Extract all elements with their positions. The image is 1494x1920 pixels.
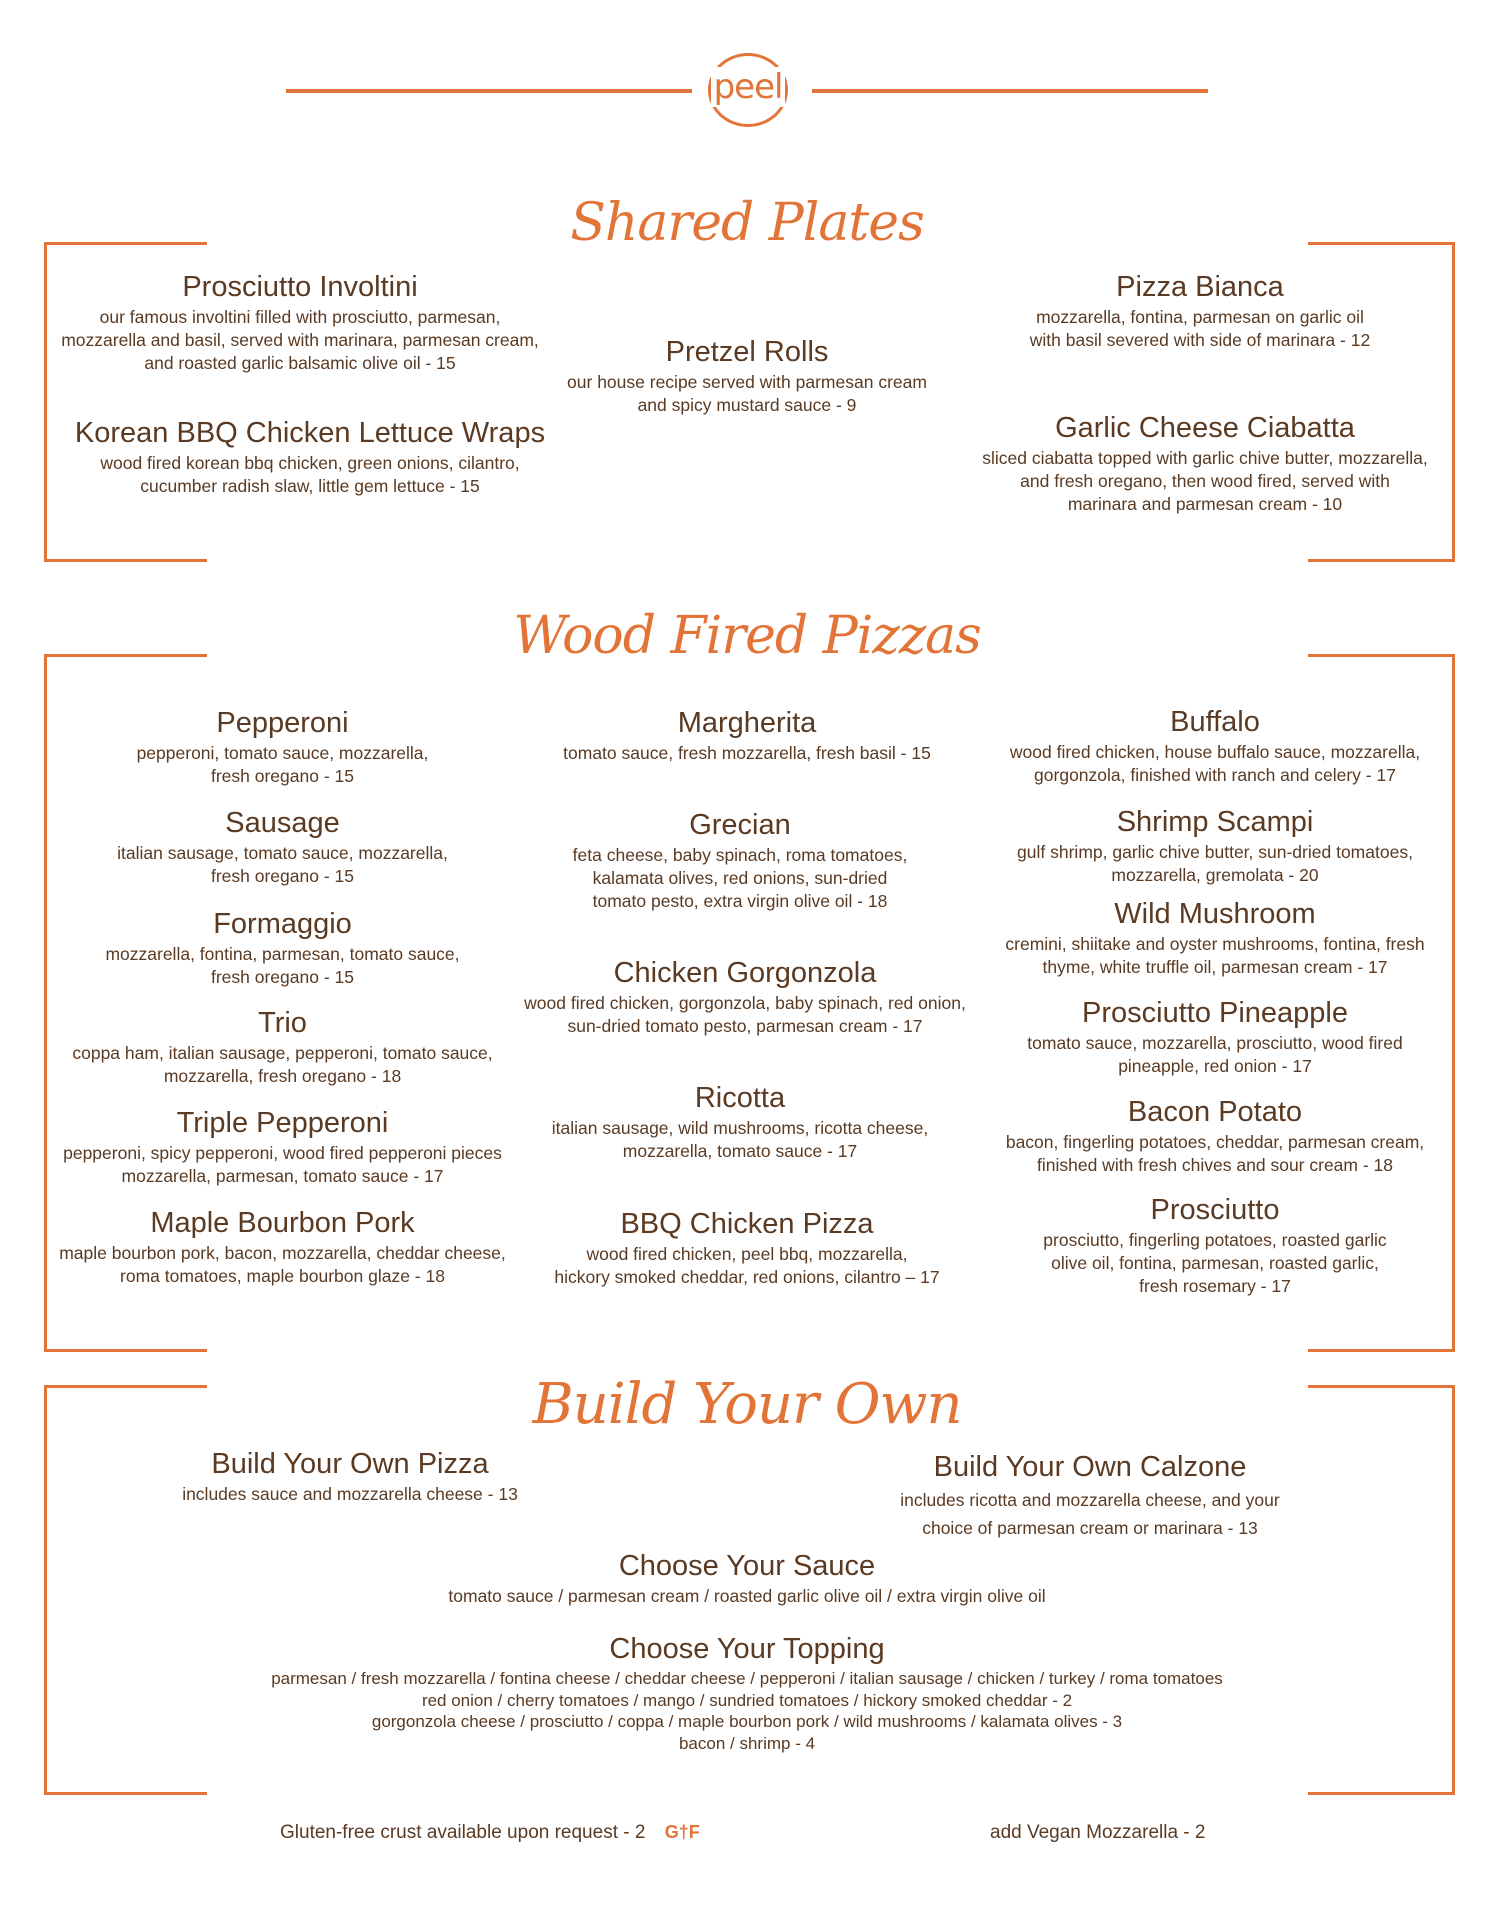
menu-item	[50, 270, 550, 375]
menu-item	[50, 806, 515, 888]
item-name: Pepperoni	[216, 707, 349, 739]
menu-item	[985, 805, 1445, 887]
item-name: Chicken Gorgonzola	[613, 957, 877, 989]
item-name: Choose Your Topping	[609, 1633, 885, 1665]
item-name: Garlic Cheese Ciabatta	[1055, 412, 1355, 444]
menu-item	[517, 706, 977, 765]
item-desc: mozzarella, fontina, parmesan, tomato sauce, fresh oregano - 15	[105, 944, 460, 987]
item-desc: wood fired korean bbq chicken, green onions, cilantro, cucumber radish slaw, little gem lettuce - 15	[100, 453, 520, 496]
item-desc: cremini, shiitake and oyster mushrooms, fontina, fresh thyme, white truffle oil, parmesan cream - 17	[1005, 934, 1425, 977]
menu-item	[300, 1549, 1194, 1608]
section-title-shared-plates: Shared Plates	[570, 193, 924, 253]
item-name: BBQ Chicken Pizza	[620, 1208, 874, 1240]
menu-item	[985, 897, 1445, 979]
item-name: Pizza Bianca	[1116, 271, 1284, 303]
item-name: Grecian	[689, 809, 791, 841]
menu-item	[860, 1450, 1320, 1542]
item-desc: mozzarella, fontina, parmesan on garlic oil with basil severed with side of marinara - 12	[1029, 307, 1371, 350]
item-desc: pepperoni, tomato sauce, mozzarella, fresh oregano - 15	[136, 743, 429, 786]
item-desc: coppa ham, italian sausage, pepperoni, tomato sauce, mozzarella, fresh oregano - 18	[72, 1043, 493, 1086]
item-desc: sliced ciabatta topped with garlic chive butter, mozzarella, and fresh oregano, then wood fired, served with marinara and parmesan cream - 10	[982, 448, 1428, 514]
menu-item	[985, 996, 1445, 1078]
item-desc: parmesan / fresh mozzarella / fontina cheese / cheddar cheese / pepperoni / italian sausage / chicken / turkey / roma tomatoes red onion / cherry tomatoes / mango / sundried tomatoes / hickory smoked cheddar - 2 gorgonzola cheese / prosciutto / coppa / maple bourbon pork / wild mushrooms / kalamata olives - 3 bacon / shrimp - 4	[271, 1669, 1223, 1753]
item-desc: feta cheese, baby spinach, roma tomatoes, kalamata olives, red onions, sun-dried tomato pesto, extra virgin olive oil - 18	[572, 845, 908, 911]
section-title-wood-fired-pizzas: Wood Fired Pizzas	[513, 606, 981, 666]
header-rule-left	[286, 89, 692, 93]
menu-item	[985, 705, 1445, 787]
header-rule-right	[812, 89, 1208, 93]
menu-item	[510, 808, 970, 913]
item-name: Prosciutto Involtini	[182, 271, 418, 303]
gluten-free-note	[280, 1822, 700, 1844]
item-desc: wood fired chicken, gorgonzola, baby spinach, red onion, sun-dried tomato pesto, parmesan cream - 17	[524, 993, 966, 1036]
menu-item	[50, 1006, 515, 1088]
menu-item	[517, 1207, 977, 1289]
item-name: Choose Your Sauce	[618, 1550, 876, 1582]
menu-item	[515, 956, 975, 1038]
item-desc: our house recipe served with parmesan cream and spicy mustard sauce - 9	[567, 372, 927, 415]
item-desc: pepperoni, spicy pepperoni, wood fired pepperoni pieces mozzarella, parmesan, tomato sauce - 17	[63, 1143, 502, 1186]
item-desc: maple bourbon pork, bacon, mozzarella, cheddar cheese, roma tomatoes, maple bourbon glaze - 18	[59, 1243, 506, 1286]
menu-item	[50, 907, 515, 989]
gf-badge-icon: G†F	[664, 1822, 700, 1842]
item-name: Sausage	[225, 807, 340, 839]
menu-item	[40, 416, 580, 498]
logo-text: peel	[711, 67, 786, 107]
item-name: Buffalo	[1170, 706, 1260, 738]
item-desc: wood fired chicken, house buffalo sauce, mozzarella, gorgonzola, finished with ranch and celery - 17	[1009, 742, 1421, 785]
item-desc: gulf shrimp, garlic chive butter, sun-dried tomatoes, mozzarella, gremolata - 20	[1017, 842, 1413, 885]
item-name: Formaggio	[213, 908, 352, 940]
vegan-mozzarella-note: add Vegan Mozzarella - 2	[990, 1822, 1206, 1843]
item-name: Shrimp Scampi	[1116, 806, 1314, 838]
menu-item	[985, 1193, 1445, 1298]
menu-item	[50, 1206, 515, 1288]
item-name: Triple Pepperoni	[176, 1107, 389, 1139]
item-desc: includes ricotta and mozzarella cheese, and your choice of parmesan cream or marinara - 13	[900, 1490, 1280, 1538]
gluten-free-text: Gluten-free crust available upon request - 2	[280, 1822, 646, 1843]
menu-item	[960, 411, 1450, 516]
item-desc: includes sauce and mozzarella cheese - 13	[182, 1484, 518, 1504]
item-desc: tomato sauce, fresh mozzarella, fresh basil - 15	[563, 743, 931, 763]
item-desc: italian sausage, tomato sauce, mozzarella, fresh oregano - 15	[117, 843, 448, 886]
item-desc: our famous involtini filled with prosciutto, parmesan, mozzarella and basil, served with marinara, parmesan cream, and roasted garlic balsamic olive oil - 15	[61, 307, 539, 373]
menu-item	[527, 335, 967, 417]
menu-item	[50, 1106, 515, 1188]
item-name: Prosciutto Pineapple	[1082, 997, 1348, 1029]
item-name: Korean BBQ Chicken Lettuce Wraps	[74, 417, 546, 449]
item-desc: wood fired chicken, peel bbq, mozzarella, hickory smoked cheddar, red onions, cilantro – 17	[554, 1244, 940, 1287]
menu-item	[130, 1447, 570, 1506]
item-name: Build Your Own Pizza	[211, 1448, 489, 1480]
item-desc: tomato sauce, mozzarella, prosciutto, wood fired pineapple, red onion - 17	[1027, 1033, 1403, 1076]
item-desc: bacon, fingerling potatoes, cheddar, parmesan cream, finished with fresh chives and sour cream - 18	[1005, 1132, 1425, 1175]
peel-logo	[708, 53, 788, 127]
item-desc: italian sausage, wild mushrooms, ricotta cheese, mozzarella, tomato sauce - 17	[551, 1118, 929, 1161]
item-name: Trio	[258, 1007, 307, 1039]
item-name: Maple Bourbon Pork	[150, 1207, 415, 1239]
menu-item	[50, 706, 515, 788]
item-desc: prosciutto, fingerling potatoes, roasted garlic olive oil, fontina, parmesan, roasted garlic, fresh rosemary - 17	[1043, 1230, 1387, 1296]
item-name: Margherita	[677, 707, 817, 739]
item-name: Bacon Potato	[1127, 1096, 1303, 1128]
item-name: Ricotta	[694, 1082, 786, 1114]
menu-item	[220, 1632, 1274, 1754]
item-desc: tomato sauce / parmesan cream / roasted garlic olive oil / extra virgin olive oil	[448, 1586, 1046, 1606]
menu-item	[985, 1095, 1445, 1177]
section-title-build-your-own: Build Your Own	[532, 1372, 962, 1437]
menu-item	[510, 1081, 970, 1163]
item-name: Build Your Own Calzone	[933, 1451, 1247, 1483]
bracket-byo-right	[1308, 1385, 1455, 1795]
item-name: Pretzel Rolls	[665, 336, 829, 368]
item-name: Prosciutto	[1150, 1194, 1280, 1226]
menu-item	[970, 270, 1430, 352]
item-name: Wild Mushroom	[1114, 898, 1316, 930]
